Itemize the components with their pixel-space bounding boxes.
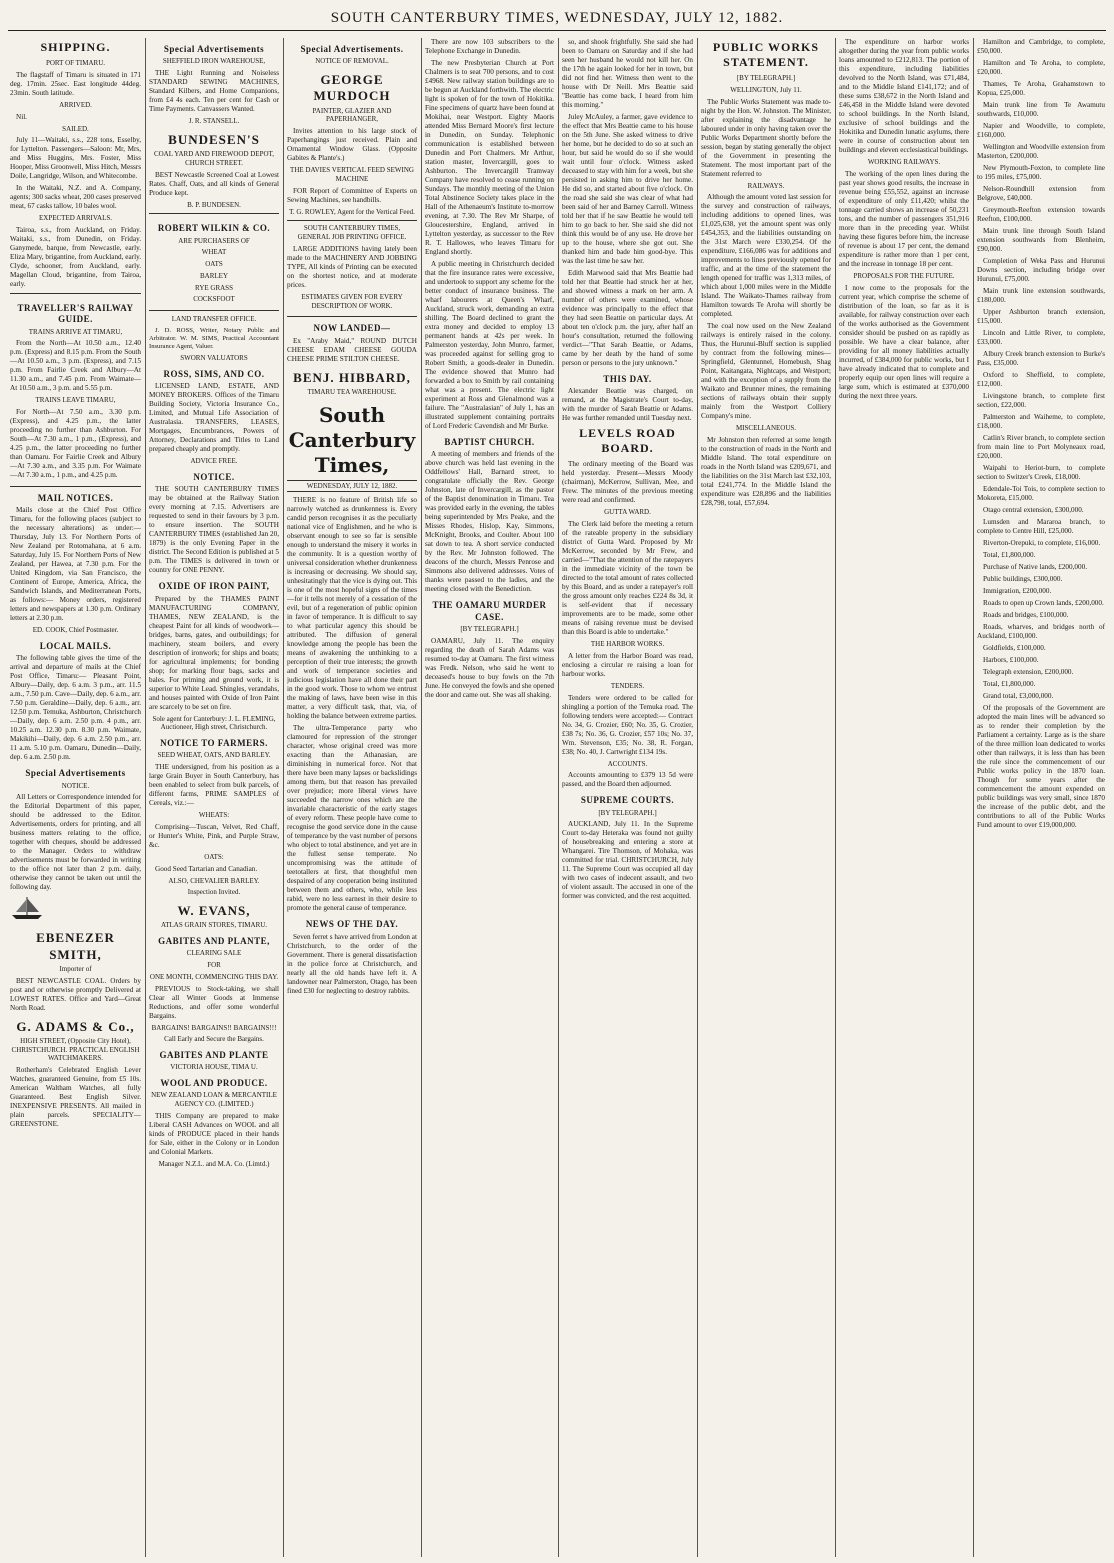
local-mails-text: The following table gives the time of the arrival and departure of mails at the Chief Post Office, Timaru:— Pleasant Point, Albury—Daily, dep. 6 a.m. 3 p.m., arr. 11.5 a.m., 7.50 p.m. Cave—Daily, dep. 6 a.m., arr. 7.50 p.m. Geraldine—Daily, dep. 6 a.m., arr. 12.50 p.m. Temuka, Ashburton, Christchurch—Daily, dep. 6 a.m. 2.50 p.m. 4 p.m., arr. 10.25 a.m. 12.30 p.m. 8.30 p.m. Waimate, Makikihi—Daily, dep. 6 a.m. 2.50 p.m., arr. 11 a.m. 5.10 p.m. Oamaru, Dunedin—Daily, dep. 6 a.m. 2.50 p.m. [10,654,141,762]
bundesen-text: BEST Newcastle Screened Coal at Lowest Rates. Chaff, Oats, and all kinds of General Produce kept. [149,170,279,197]
hibbard-sub: TIMARU TEA WAREHOUSE. [307,387,397,396]
works-list-item: Purchase of Native lands, £200,000. [983,563,1087,571]
gabites-heading: GABITES AND PLANTE, [158,936,270,947]
victoria-house: VICTORIA HOUSE, TIMA U. [170,1063,258,1072]
arrived-label: ARRIVED. [59,100,92,109]
trains-arrive-heading: TRAINS ARRIVE AT TIMARU, [28,327,123,336]
wilkin-item: WHEAT [201,248,227,257]
estimates: ESTIMATES GIVEN FOR EVERY DESCRIPTION OF WORK. [301,292,403,310]
works-list-item: Catlin's River branch, to complete section from main line to Port Molyneaux road, £20,000. [977,434,1105,460]
call-early: Call Early and Secure the Bargains. [164,1035,264,1044]
wool-heading: WOOL AND PRODUCE. [160,1078,268,1089]
column-divider [421,38,422,1557]
column-divider [145,38,146,1557]
works-list-item: Nelson-Roundhill extension from Belgrove, £40,000. [977,185,1105,202]
port-heading: PORT OF TIMARU. [45,59,106,67]
column-divider [283,38,284,1557]
bundesen-name: BUNDESEN'S [168,131,260,147]
smith-sub: Importer of [59,964,92,973]
chevalier: ALSO, CHEVALIER BARLEY. [168,876,260,885]
news-items: The new Presbyterian Church at Port Chalmers is to seat 700 persons, and to cost £4968. New railway station buildings are to be begun at Auckland forthwith. The electric light is spoken of for the town of Hokitika. Fine specimens of quartz have been found at Mokihai, near Westport. Eighty Maoris attended Miss Bernard Moore's first lecture in Dunedin, on Sunday. Telephonic communication is established between Dunedin and Port Chalmers. Mr Arthur, station master, Invercargill, goes to Ashburton. The Invercargill Tramway Company have resolved to cease running on Sundays. The monthly meeting of the Union Total Abstinence Society takes place in the Hall of the Athenaeum's Institute to-morrow evening, at 7.30. The Rev Mr Sharpe, of Gloucestershire, England, arrived in Lyttelton yesterday, as successor to the Rev R. T. Hallowes, who leaves Timaru for England shortly. [425,59,554,256]
works-list-item: Grand total, £3,000,000. [983,692,1054,700]
miscellaneous-text-2: The expenditure on harbor works altogether during the year from public works loans amounted to £212,813. The portion of this expenditure, including liabilities devolved to the North Island, was £71,484, and to the Middle Island £141,172; and of these sums £38,672 in the North Island and £46,458 in the Middle Island were devoted to school buildings. In the North Island, exclusive of school buildings and the Hokitika and Dunedin lunatic asylums, there were in course of construction about ten buildings and eleven ecclesiastical buildings. [839,38,969,154]
this-day-heading: THIS DAY. [603,374,652,384]
working-railways-text: The working of the open lines during the past year shows good results, the increase in revenue being £55,552, against an increase of expenditure of only £11,420; whilst the tonnage carried shows an increase of 50,231 tons, and the number of passengers 351,916 more than in the preceding year. Whilst having these figures before him, the increase of revenue is about 17 per cent, the demand expenditure is rather more than 1 per cent, and the increase in tonnage 18 per cent. [839,169,969,268]
arrived-text: Nil. [16,112,27,121]
oxide-signature: Sole agent for Canterbury: J. L. FLEMING, Auctioneer, High street, Christchurch. [152,714,276,732]
miscellaneous-heading: MISCELLANEOUS. [735,424,797,433]
works-list-item: Thames, Te Aroha, Grahamstown to Kopua, £25,000. [977,80,1105,97]
column-8-text: Of the proposals of the Government are adopted the main lines will be advanced so as to render their completion by the Parliament a certainty. Large as is the share of the three million loan dedicated to works other than railways, it is less than has been the rule since the commencement of our Public works policy in the 1870 loan. Though for some years after the commencement the amount expended on public buildings was very small, since 1870 the increase of the public debt, and the contributions to all of the Public Works Fund amount to over £19,000,000. [977,704,1105,829]
column-divider [697,38,698,1557]
oamaru-text: OAMARU, July 11. The enquiry regarding the death of Sarah Adams was resumed to-day at Oamaru. The first witness was Fredk. Nelson, who said he went to deceased's house to buy fowls on the 7th June. He conveyed the fowls and she opened the door and came out. She was all shaking. [425,636,554,699]
stock-text: PREVIOUS to Stock-taking, we shall Clear all Winter Goods at Immense Reductions, and offer some wonderful Bargains. [149,984,279,1020]
adams-name: G. ADAMS & Co., [16,1018,135,1034]
job-printing-heading: SOUTH CANTERBURY TIMES, GENERAL JOB PRINTING OFFICE. [297,224,407,241]
farmers-text: THE undersigned, from his position as a large Grain Buyer in South Canterbury, has been enabled to select from bulk parcels, of different farms, PRIME SAMPLES of Cereals, viz.:— [149,763,279,808]
works-list-item: Palmerston and Waiheme, to complete, £18,000. [977,413,1105,430]
works-list-item: Roads to open up Crown lands, £200,000. [983,599,1104,607]
harbor-works-heading: THE HARBOR WORKS. [590,640,665,648]
sheffield-text: THE Light Running and Noiseless STANDARD SEWING MACHINES, Standard Kilbers, and Home Companions, from £4 4s each. Ten per cent for Cash or Time Payments. Canvassers Wanted. [149,69,279,113]
flagstaff-text: The flagstaff of Timaru is situated in 171 deg. 17min. 25sec. East longitude 44deg. 23min. South latitude. [10,70,141,97]
oxide-text: Prepared by the THAMES PAINT MANUFACTURING COMPANY, THAMES, NEW ZEALAND, is the cheapest Paint for all kinds of woodwork—bridges, barns, gates, and outbuildings; for machinery, steam boilers, and every description of ironwork; for ships and boats; for agricultural implements; for bonding shop; for marking flour bags, sacks and bales. For priming and ground work, it is superior to White Lead. Shingles, verandahs, and houses painted with Oxide of Iron Paint are scarcely to be set on fire. [149,594,279,711]
oamaru-continued: so, and shook frightfully. She said she had been to Oamaru on Saturday and if she had seen her husband he would not kill her. On the 17th he again looked for her in town, but did not find her. Witness then went to the house with Dr Neill. Mrs Beattie said "Beattie has come back, I heard from him this morning." [562,38,693,109]
works-list-item: Roads, wharves, and bridges north of Auckland, £100,000. [977,623,1105,640]
bundesen-sub: COAL YARD AND FIREWOOD DEPOT, CHURCH STREET. [153,150,275,167]
smith-text: BEST NEWCASTLE COAL. Orders by post and or otherwise promptly Delivered at LOWEST RATES. Office and Yard—Great North Road. [10,976,141,1012]
railway-guide-heading: TRAVELLER'S RAILWAY GUIDE. [17,303,134,325]
expected-text: Tairoa, s.s., from Auckland, on Friday. Waitaki, s.s., from Dunedin, on Friday. Ganymede, barque, from Newcastle, early. Eliza Mary, brigantine, from Auckland, early. Clyde, schooner, from Auckland, early. Magellan Cloud, brigantine, from Tairoa, early. [10,226,141,288]
railways-heading: RAILWAYS. [747,181,785,190]
tenders-heading: TENDERS. [610,681,645,690]
works-list-item: Waipahi to Heriot-burn, to complete section to Switzer's Creek, £18,000. [977,464,1105,481]
baptist-heading: BAPTIST CHURCH. [444,437,535,447]
news-of-the-day-heading: NEWS OF THE DAY. [305,919,399,930]
adams-text: Rotherham's Celebrated English Lever Watches, guaranteed Genuine, from £5 10s. American Waltham Watches, all fully Guaranteed. Best English Silver. INEXPENSIVE PRESENTS. All mailed in plain parcels. SPECIALITY—GREENSTONE. [10,1066,141,1128]
special-ads-heading: Special Advertisements [25,768,126,779]
works-list-item: Hamilton and Te Aroha, to complete, £20,000. [977,59,1105,76]
works-list-item: Completion of Weka Pass and Hurunui Downs section, including bridge over Hurunui, £75,000. [977,257,1105,283]
works-list-item: Main trunk line extension southwards, £180,000. [977,287,1105,304]
works-list-item: Total, £1,800,000. [983,680,1036,688]
public-works-heading: PUBLIC WORKS STATEMENT. [712,40,820,69]
trains-leave-heading: TRAINS LEAVE TIMARU, [35,396,116,405]
oamaru-byline: [BY TELEGRAPH.] [460,624,519,633]
miscellaneous-text: Mr Johnston then referred at some length to the construction of roads in the North and Middle Island. The total expenditure on roads in the North Island was £209,671, and the liabilities on the 31st March last £32,103, total £241,774. In the Middle Island the expenditure was £28,896 and the liabilities £28,798, total, £57,694. [701,436,831,507]
nzloan-heading: NEW ZEALAND LOAN & MERCANTILE AGENCY CO. (LIMITED.) [151,1091,277,1109]
gutta-ward-heading: GUTTA WARD. [604,508,651,517]
works-list-item: Hamilton and Cambridge, to complete, £50,000. [977,38,1105,55]
column-1 [10,38,141,1557]
works-list-item: Otago central extension, £300,000. [983,506,1084,514]
editorial-text-2: The ultra-Temperance party who clamoured for repression of the stronger character, whose original creed was more exacting than the Athanasian, are diminishing in numerical force. Not that there have been many lapses or backslidings among them, but that reason has prevailed over prejudice; more liberal views have succeeded the narrow ones which are the invariable characteristic of the early stages of every reform. These people have come to recognise the good service done in the cause of temperance by the vast number of persons who object to total abstinence, and yet are in the fullest sense temperate. No uncompromising was the attitude of teetotallers at first, that thoughtful men despaired of any cooperation being instituted between them and others, who, while less rabid, were no less earnest in their desire to promote the general cause of temperance. [287,724,417,913]
wilkin-name: ROBERT WILKIN & CO. [157,223,271,234]
works-list-item: Albury Creek branch extension to Burke's Pass, £35,000. [977,350,1105,367]
column-8 [977,38,1105,1557]
coal-text: The coal now used on the New Zealand railways is entirely raised in the colony. Thus, the Hurunui-Bluff section is supplied by contract from the following mines—Springfield, Glentunnel, Homebush, Shag Point, Kaitangata, Nightcaps, and Westport; and with the exception of a supply from the Waikato and Brunner mines, the remaining sections of railways obtain their supply mainly from the Westport Colliery Company's mine. [701,322,831,421]
railways-text: Although the amount voted last session for the survey and construction of railways, including additions to opened lines, was £1,025,638, yet the amount spent was only £454,353, and the liabilities outstanding on the 31st March were £330,254. Of the expenditure, £166,086 was for additions and improvements to lines previously opened for traffic, and at the time of the statement the length opened for traffic was 1,313 miles, of which about 1,000 miles were in the Middle Island. The Waikato-Thames railway from Hamilton towards Te Aroha will shortly be completed. [701,193,831,319]
postmaster-signature: ED. COOK, Chief Postmaster. [32,626,119,635]
notice2-text: THE SOUTH CANTERBURY TIMES may be obtained at the Railway Station every morning at 7.15. Advertisers are requested to send in their favours by 3 p.m. to ensure insertion. The SOUTH CANTERBURY TIMES (established Jan 20, 1879) is the only Evening Paper in the district. The Second Edition is published at 5 p.m. The TIMES is delivered in town or country for ONE PENNY. [149,485,279,575]
rowley-signature: T. G. ROWLEY, Agent for the Vertical Feed. [289,207,415,216]
levels-road-board-heading: LEVELS ROAD BOARD. [579,426,676,456]
accounts-text: Accounts amounting to £379 13 5d were passed, and the Board then adjourned. [562,771,693,789]
telephone-text: There are now 103 subscribers to the Telephone Exchange in Dunedin. [425,38,554,55]
works-list-item: Public buildings, £300,000. [983,575,1063,583]
public-works-place: WELLINGTON, July 11. [730,85,802,94]
column-6 [701,38,831,1557]
works-list-item: New Plymouth-Foxton, to complete line to 195 miles, £75,000. [977,164,1105,181]
works-list-item: Oxford to Sheffield, to complete, £12,000. [977,371,1105,388]
landed-heading: NOW LANDED— [313,323,391,334]
wilkin-item: BARLEY [200,271,228,280]
murdoch-sub: PAINTER, GLAZIER AND PAPERHANGER, [312,106,392,124]
works-list-item: Telegraph extension, £200,000. [983,668,1074,676]
column-7 [839,38,969,1557]
tenders-text: Tenders were ordered to be called for shingling a portion of the Temuka road. The following tenders were accepted:— Contract No. 34, G. Crozier, £60; No. 35, G. Crozier, £38 7s; No. 36, G. Crozier, £57 10s; No. 37, Wm. Stevenson, £35; No. 38, R. Forgan, £38; No. 40, J. Cartwright £134 19s. [562,693,693,756]
sailed-text: July 11—Waitaki, s.s., 228 tons, Esselby, for Lyttelton. Passengers—Saloon: Mr, Mrs, and Miss Huggins, Mrs. Foster, Miss Hooper, Miss Groonwell, Miss Hitch, Messrs Doile, Langridge, Wilson, and Whitecombe. [10,136,141,181]
smith-name: EBENEZER SMITH, [36,930,115,962]
land-transfer-heading: LAND TRANSFER OFFICE. [171,315,257,323]
public-works-byline: [BY TELEGRAPH.] [736,74,796,82]
editorial-text: THERE is no feature of British life so narrowly watched as drunkenness is. Every candid person recognises it as the peculiarly national vice of Englishmen, and he who is observant enough to see so far is sensible enough to understand the misery it works in the community. It is a question worthy of universal consideration whether drunkenness is increasing or decreasing. We should say, unhesitatingly that the vice is dying out. This is one of the most hopeful signs of the times—for it tells not merely of a cessation of the evil, but of a regeneration of public opinion in favor of temperance. It is difficult to say to what particular agency this should be attributed. The diffusion of general knowledge among the people has been the means of awakening the unthinking to a perception of their true interests; the growth and work of temperance societies and judicious legislation have all done their part in the good work. Those to whom we entrust the making of laws, have been wise in this matter, a very difficult task, that, via, of holding the balance between extreme parties. [287,496,417,721]
sailed-label: SAILED. [62,124,89,133]
mail-notices-heading: MAIL NOTICES. [37,493,114,503]
levels-text: The ordinary meeting of the Board was held yesterday. Present—Messrs Moody (chairman), McKerrow, Sullivan, Mee, and Frew. The minutes of the previous meeting were read and confirmed. [562,460,693,505]
farmers-sub: SEED WHEAT, OATS, AND BARLEY. [157,751,271,760]
works-list [977,38,1105,701]
farmers-heading: NOTICE TO FARMERS. [160,738,268,749]
proposals-text: I now come to the proposals for the current year, which comprise the scheme of distribution of the loan, so far as it is available, for railway construction over each of the works authorised as the Government consider should be pushed on as rapidly as possible. We have a clear balance, after providing for all money liabilities actually incurred, of £384,000 for public works, but I have already indicated that to complete and properly equip our open lines will require a large sum, which is estimated at £370,000 during the next three years. [839,283,969,400]
works-list-item: Total, £1,800,000. [983,551,1036,559]
davies-heading: THE DAVIES VERTICAL FEED SEWING MACHINE [290,166,414,183]
expected-label: EXPECTED ARRIVALS. [39,214,112,223]
evans-sub: ATLAS GRAIN STORES, TIMARU. [160,921,268,930]
works-list-item: Edendale-Toi Tois, to complete section to Mokoreta, £15,000. [977,485,1105,502]
wheats-text: Comprising—Tuscan, Velvet, Red Chaff, or Hunter's White, Pink, and Purple Straw, &c. [149,822,279,849]
wheats-label: WHEATS: [198,811,230,820]
proposals-heading: PROPOSALS FOR THE FUTURE. [853,271,955,280]
works-list-item: Greymouth-Reefton extension towards Reefton, £100,000. [977,206,1105,223]
works-list-item: Main trunk line through South Island extension southwards from Blenheim, £90,000. [977,227,1105,253]
wilkin-item: OATS [205,260,223,268]
public-works-text: The Public Works Statement was made to-night by the Hon. W. Johnston. The Minister, after explaining the disadvantage he laboured under in only having taken over the Public Works Department shortly before the session, began by stating generally the object of the Government in presenting the Statement. The most important part of the Statement referred to [701,97,831,178]
evans-name: W. EVANS, [177,903,251,919]
wilkin-sub: ARE PURCHASERS OF [178,236,250,245]
news-text: Seven ferret s have arrived from London at Christchurch, to the order of the Government. There is general dissatisfaction in the police force at Christchurch, and nearly all the old hands have left it. A landowner near Palmerston, Otago, has been fined £30 for neglecting to destroy rabbits. [287,932,417,995]
column-5 [562,38,693,1557]
special-ads-heading-2: Special Advertisements [163,44,265,54]
removal-heading: NOTICE OF REMOVAL. [315,57,389,66]
clearing-sale: CLEARING SALE [186,949,242,958]
ross-sims-text: LICENSED LAND, ESTATE, AND MONEY BROKERS. Offices of the Timaru Building Society, Victoria Insurance Co., Limited, and Mutual Life Association of Australasia. TRANSFERS, LEASES, Mortgages, Encumbrances, Powers of Attorney, Declarations and Titles to Land prepared cheaply and promptly. [149,382,279,454]
wool-text: THIS Company are prepared to make Liberal CASH Advances on WOOL and all kinds of PRODUCE placed in their hands for Sale, either in the Colony or in London and Colonial Markets. [149,1111,279,1156]
accounts-heading: ACCOUNTS. [607,759,648,768]
works-list-item: Immigration, £200,000. [983,587,1052,595]
sworn-valuators: SWORN VALUATORS [180,354,248,363]
supreme-courts-heading: SUPREME COURTS. [580,795,675,806]
wool-signature: Manager N.Z.L. and M.A. Co. (Limtd.) [158,1159,270,1168]
baptist-text: A meeting of members and friends of the above church was held last evening in the Oddfellows' Hall, Barnard street, to congratulate officially the Rev. George Johnston, late of Invercargill, as the pastor of the Baptist denomination in Timaru. Tea was provided early in the evening, the tables being superintended by Mrs Peake, and the Misses Rhodes, Hislop, Kay, Simmons, McKnight, Brooks, and Coulter. About 100 sat down to tea. A short service conducted by the Rev. Mr Johnston followed. The deacons of the church, Messrs Penrose and Simmons also delivered addresses. Votes of thanks were passed to the ladies, and the meeting closed with the Benediction. [425,450,554,594]
inspection: Inspection Invited. [187,888,241,897]
news-items-2: A public meeting in Christchurch decided that the fire insurance rates were excessive, and undertook to support any scheme for the better conduct of insurance business. The wharf labourers at Queen's Wharf, Auckland, struck work, demanding an extra shilling. The Board declined to grant the extra money and decided to employ 13 permanent hands at 42s per week. In Palmerston yesterday, John Munro, farmer, was proceeded against for selling grog to Robert Smith, a goods-dealer in Dunedin. The evidence showed that Munro had forwarded a box to Smith by rail containing what was a present. The electric light experiment at Ross and Glenalmond was a failure. The "Australasian" of July 1, has an illustrated supplement containing portraits of Lord Frederic Cavendish and Mr Burke. [425,260,554,430]
column-divider [835,38,836,1557]
trains-arrive-text: From the North—At 10.50 a.m., 12.40 p.m. (Express) and 8.15 p.m. From the South—At 10.50 a.m., 3 p.m. (Express), and 7.15 p.m. From Fairlie Creek and Albury—At 11.30 a.m., and 7.45 p.m. From Waimate—At 10.50 a.m., 3 p.m. and 5.55 p.m. [10,339,141,393]
works-list-item: Upper Ashburton branch extension, £15,000. [977,308,1105,325]
supreme-byline: [BY TELEGRAPH.] [598,808,657,817]
column-4 [425,38,554,1557]
wilkin-item: COCKSFOOT [193,295,235,304]
hibbard-name: BENJ. HIBBARD, [293,369,411,385]
works-list-item: Napier and Woodville, to complete, £160,000. [977,122,1105,139]
works-list-item: Livingstone branch, to complete first section, £22,000. [977,392,1105,409]
mail-notices-text: Mails close at the Chief Post Office Timaru, for the following places (subject to the necessary alterations) as under:— Thursday, July 13. For Northern Ports of New Zealand per Rotomahana, at 6 a.m. Saturday, July 15. For Northern Ports of New Zealand, per Hawea, at 7.30 p.m. For the United Kingdom, via San Francisco, the Continent of Europe, America, Africa, the Sandwich Islands, and Mediterranean Ports, as follows:— Money orders, registered letters and newspapers at 1.30 p.m. Ordinary letters at 2.30 p.m. [10,506,141,623]
works-list-item: Riverton-Orepuki, to complete, £16,000. [983,539,1101,547]
stansell-signature: J. R. STANSELL. [188,117,240,125]
column-3 [287,38,417,1557]
notice2-heading: NOTICE. [193,472,235,483]
oamaru-continued-3: Edith Marwood said that Mrs Beattie had told her that Beattie had struck her at her, and showed witness a mark on her arm. A number of others were examined, whose evidence was principally to the effect that they had seen Beattie on particular days. At about ten o'clock p.m. the jury, after half an hour's consultation, returned the following verdict—"That Sarah Beattie, or Adams, came by her death by the hand of some person or persons to the jury unknown." [562,269,693,367]
reports-text: In the Waitaki, N.Z. and A. Company, agents; 300 sacks wheat, 200 cases preserved meat, 67 casks tallow, 10 bales wool. [10,184,141,211]
masthead: SOUTH CANTERBURY TIMES, WEDNESDAY, JULY 12, 1882. [330,10,784,26]
works-list-item: Lincoln and Little River, to complete, £33,000. [977,329,1105,346]
oats-text: Good Seed Tartarian and Canadian. [155,864,258,873]
sheffield-heading: SHEFFIELD IRON WAREHOUSE, [162,57,266,66]
trains-leave-text: For North—At 7.50 a.m., 3.30 p.m. (Express), and 4.25 p.m., the latter proceeding no further than Ashburton. For South—At 7.30 a.m., 1 p.m., (Express), and 4.25 p.m., the latter proceeding no further than Oamaru. For Fairlie Creek and Albury—At 7.30 a.m., and 3.35 p.m. For Waimate—At 7.30 a.m., 1 p.m., and 4.25 p.m. [10,408,141,479]
column-2 [149,38,279,1557]
advice-free: ADVICE FREE. [190,457,238,466]
oamaru-continued-2: Juley McAuley, a farmer, gave evidence to the effect that Mrs Beattie came to his house on the 5th June. She asked witness to drive her home, but he decided to do so at such an hour, but said he would do so if she would wait until four o'clock. Witness asked deceased to stay with him for a week, but she persisted in asking him to drive her home. He did so, and started about five o'clock. On the road she said she was clear of what had been said of her and Barney Carroll. Witness told her that if he saw Beattie he would tell him to go back to her. She said she did not think this would be of any use. He drove her up to the house, where she got out. She thanked him and bade him good-bye. This was the last time he saw her. [562,113,693,265]
special-ads-heading-3: Special Advertisements. [300,44,404,54]
ross-sims-heading: ROSS, SIMS, AND CO. [163,369,265,380]
newspaper-nameplate: South Canterbury Times, [288,402,416,477]
job-printing-text: LARGE ADDITIONS having lately been made to the MACHINERY AND JOBBING TYPE, All kinds of Printing can be executed on the shortest notice, and at moderate prices. [287,244,417,289]
oats-label: OATS: [204,852,224,861]
this-day-text: Alexander Beattie was charged, on remand, at the Magistrate's Court to-day, with the murder of Sarah Beattie or Adams. He was further remanded until Tuesday next. [562,387,693,423]
murdoch-name: GEORGE MURDOCH [313,72,391,104]
harbor-works-text: A letter from the Harbor Board was read, enclosing a circular re raising a loan for harbour works. [562,651,693,678]
notice-heading: NOTICE. [61,781,90,790]
issue-date: WEDNESDAY, JULY 12, 1882. [287,480,417,493]
bundesen-signature: B. P. BUNDESEN. [187,200,241,209]
notice-text: All Letters or Correspondence intended for the Editorial Department of this paper, should be addressed to the Editor. Advertisements, orders for printing, and all business matters relating to the office, together with cheques, should be addressed to the Manager. Orders to withdraw advertisements must be forwarded in writing to the office not later than 2 p.m. daily, otherwise they cannot be taken out until the following day. [10,793,141,892]
gutta-ward-text: The Clerk laid before the meeting a return of the rateable property in the subsidiary district of Gutta Ward. Proposed by Mr McKerrow, seconded by Mr Frew, and carried—"That the attention of the ratepayers in the immediate vicinity of the town be directed to the total amount of rates collected by this Board, and as under a ratepayer's roll the gross amount only reaches £224 8s 3d, it is self-evident that if necessary improvements are to be made, some other means of raising revenue must be devised than this Board is able to undertake." [562,520,693,636]
shipping-heading: SHIPPING. [40,40,111,54]
murdoch-text: Invites attention to his large stock of Paperhangings just received. Plain and Ornamental Window Glass. (Opposite Gabites & Plante's.) [287,127,417,162]
bargains: BARGAINS! BARGAINS!! BARGAINS!!! [151,1023,277,1032]
ship-icon [10,895,44,921]
works-list-item: Goldfields, £100,000. [983,644,1046,652]
works-list-item: Harbors, £100,000. [983,656,1039,664]
supreme-text: AUCKLAND, July 11. In the Supreme Court to-day Heteraka was found not guilty of housebreaking and entering a store at Whangarei. Tire Thomson, of Mohaka, was committed for trial. CHRISTCHURCH, July 11. The Supreme Court was occupied all day with two cases of indecent assault, and two of violent assault. The accused in one of the former was convicted, and the rest acquitted. [562,820,693,901]
wilkin-item: RYE GRASS [195,283,233,292]
column-divider [973,38,974,1557]
landed-text: Ex "Araby Maid," ROUND DUTCH CHEESE EDAM CHEESE GOUDA CHEESE PRIME STILTON CHEESE. [287,336,417,363]
works-list-item: Roads and bridges, £100,000. [983,611,1069,619]
ross-sims-names: J. D. ROSS, Writer, Notary Public and Arbitrator. W. M. SIMS, Practical Accountant Insurance Agent, Valuer. [149,326,279,351]
works-list-item: Wellington and Woodville extension from Masterton, £200,000. [977,143,1105,160]
one-month: ONE MONTH, COMMENCING THIS DAY. [149,972,279,981]
column-divider [558,38,559,1557]
works-list-item: Main trunk line from Te Awamutu southwards, £10,000. [977,101,1105,118]
oxide-heading: OXIDE OF IRON PAINT, [158,581,270,592]
local-mails-heading: LOCAL MAILS. [39,641,112,651]
working-railways-heading: WORKING RAILWAYS. [867,158,941,166]
masthead-rule [8,30,1106,31]
works-list-item: Lumsden and Mararoa branch, to complete to Centre Hill, £25,000. [977,518,1105,535]
for-label: FOR [207,961,221,970]
adams-sub: HIGH STREET, (Opposite City Hotel), CHRISTCHURCH. PRACTICAL ENGLISH WATCHMAKERS. [11,1036,140,1063]
oamaru-murder-heading: THE OAMARU MURDER CASE. [432,600,547,622]
gabites-heading-2: GABITES AND PLANTE [159,1050,269,1061]
davies-text: FOR Report of Committee of Experts on Sewing Machines, see handbills. [287,186,417,204]
